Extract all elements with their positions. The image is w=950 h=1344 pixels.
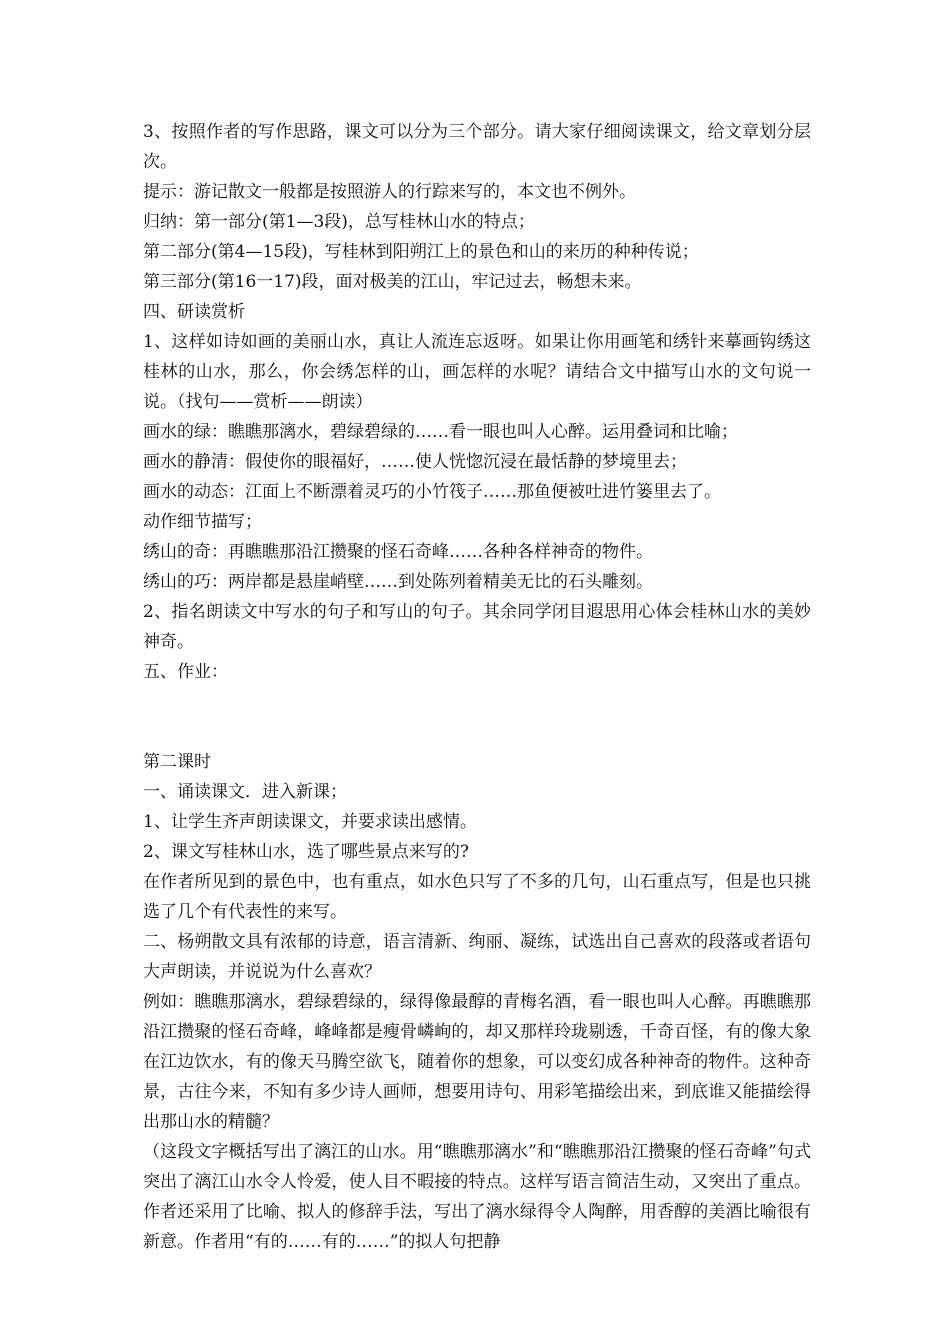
heading-second-lesson: 第二课时: [143, 752, 211, 772]
heading-recite-text: 一、诵读课文．进入新课；: [143, 782, 347, 802]
paragraph-passage-analysis: （这段文字概括写出了漓江的山水。用“瞧瞧那漓水”和“瞧瞧那沿江攒聚的怪石奇峰”句式突出了漓江山水令人怜爱，使人目不暇接的特点。这样写语言简洁生动，又突出了重点。作者还采用了比喻、拟人的修辞手法，写出了漓水绿得令人陶醉，用香醇的美酒比喻很有新意。作者用“有的……有的……”的拟人句把静: [143, 1142, 811, 1252]
paragraph-summary-part-2: 第二部分(第4—15段)，写桂林到阳朔江上的景色和山的来历的种种传说；: [143, 242, 699, 262]
paragraph-hint: 提示：游记散文一般都是按照游人的行踪来写的，本文也不例外。: [143, 182, 636, 202]
paragraph-analysis-question: 1、这样如诗如画的美丽山水，真让人流连忘返呀。如果让你用画笔和绣针来摹画钩绣这桂林的山水，那么，你会绣怎样的山，画怎样的水呢？请结合文中描写山水的文句说一说。（找句——赏析——朗读）: [143, 332, 811, 412]
paragraph-mountain-craft: 绣山的巧：两岸都是悬崖峭壁……到处陈列着精美无比的石头雕刻。: [143, 572, 653, 592]
section-gap: [143, 687, 811, 747]
heading-reading-analysis: 四、研读赏析: [143, 302, 245, 322]
paragraph-summary-part-1: 归纳：第一部分(第1—3段)，总写桂林山水的特点；: [143, 212, 535, 232]
paragraph-read-aloud: 1、让学生齐声朗读课文，并要求读出感情。: [143, 812, 477, 832]
paragraph-action-detail: 动作细节描写；: [143, 512, 262, 532]
paragraph-water-motion: 画水的动态：江面上不断漂着灵巧的小竹筏子……那鱼便被吐进竹篓里去了。: [143, 482, 721, 502]
paragraph-reading-task: 2、指名朗读文中写水的句子和写山的句子。其余同学闭目遐思用心体会桂林山水的美妙神奇。: [143, 602, 811, 652]
paragraph-scenery-question: 2、课文写桂林山水，选了哪些景点来写的?: [143, 842, 469, 862]
heading-homework: 五、作业：: [143, 662, 228, 682]
paragraph-water-green: 画水的绿：瞧瞧那漓水，碧绿碧绿的……看一眼也叫人心醉。运用叠词和比喻；: [143, 422, 738, 442]
document-page: [143, 117, 811, 1257]
paragraph-summary-part-3: 第三部分(第16一17)段，面对极美的江山，牢记过去，畅想未来。: [143, 272, 642, 292]
paragraph-structure-question: 3、按照作者的写作思路，课文可以分为三个部分。请大家仔细阅读课文，给文章划分层次。: [143, 122, 811, 172]
paragraph-mountain-wonder: 绣山的奇：再瞧瞧那沿江攒聚的怪石奇峰……各种各样神奇的物件。: [143, 542, 653, 562]
paragraph-water-calm: 画水的静清：假使你的眼福好，……使人恍惚沉浸在最恬静的梦境里去；: [143, 452, 687, 472]
paragraph-example-passage: 例如：瞧瞧那漓水，碧绿碧绿的，绿得像最醇的青梅名酒，看一眼也叫人心醉。再瞧瞧那沿江攒聚的怪石奇峰，峰峰都是瘦骨嶙峋的，却又那样玲珑剔透，千奇百怪，有的像大象在江边饮水，有的像天马腾空欲飞，随着你的想象，可以变幻成各种神奇的物件。这种奇景，古往今来，不知有多少诗人画师，想要用诗句、用彩笔描绘出来，到底谁又能描绘得出那山水的精髓？: [143, 992, 811, 1132]
heading-yang-shuo-prose: 二、杨朔散文具有浓郁的诗意，语言清新、绚丽、凝练，试选出自己喜欢的段落或者语句大声朗读，并说说为什么喜欢？: [143, 932, 811, 982]
paragraph-focus-explanation: 在作者所见到的景色中，也有重点，如水色只写了不多的几句，山石重点写，但是也只挑选了几个有代表性的来写。: [143, 872, 811, 922]
